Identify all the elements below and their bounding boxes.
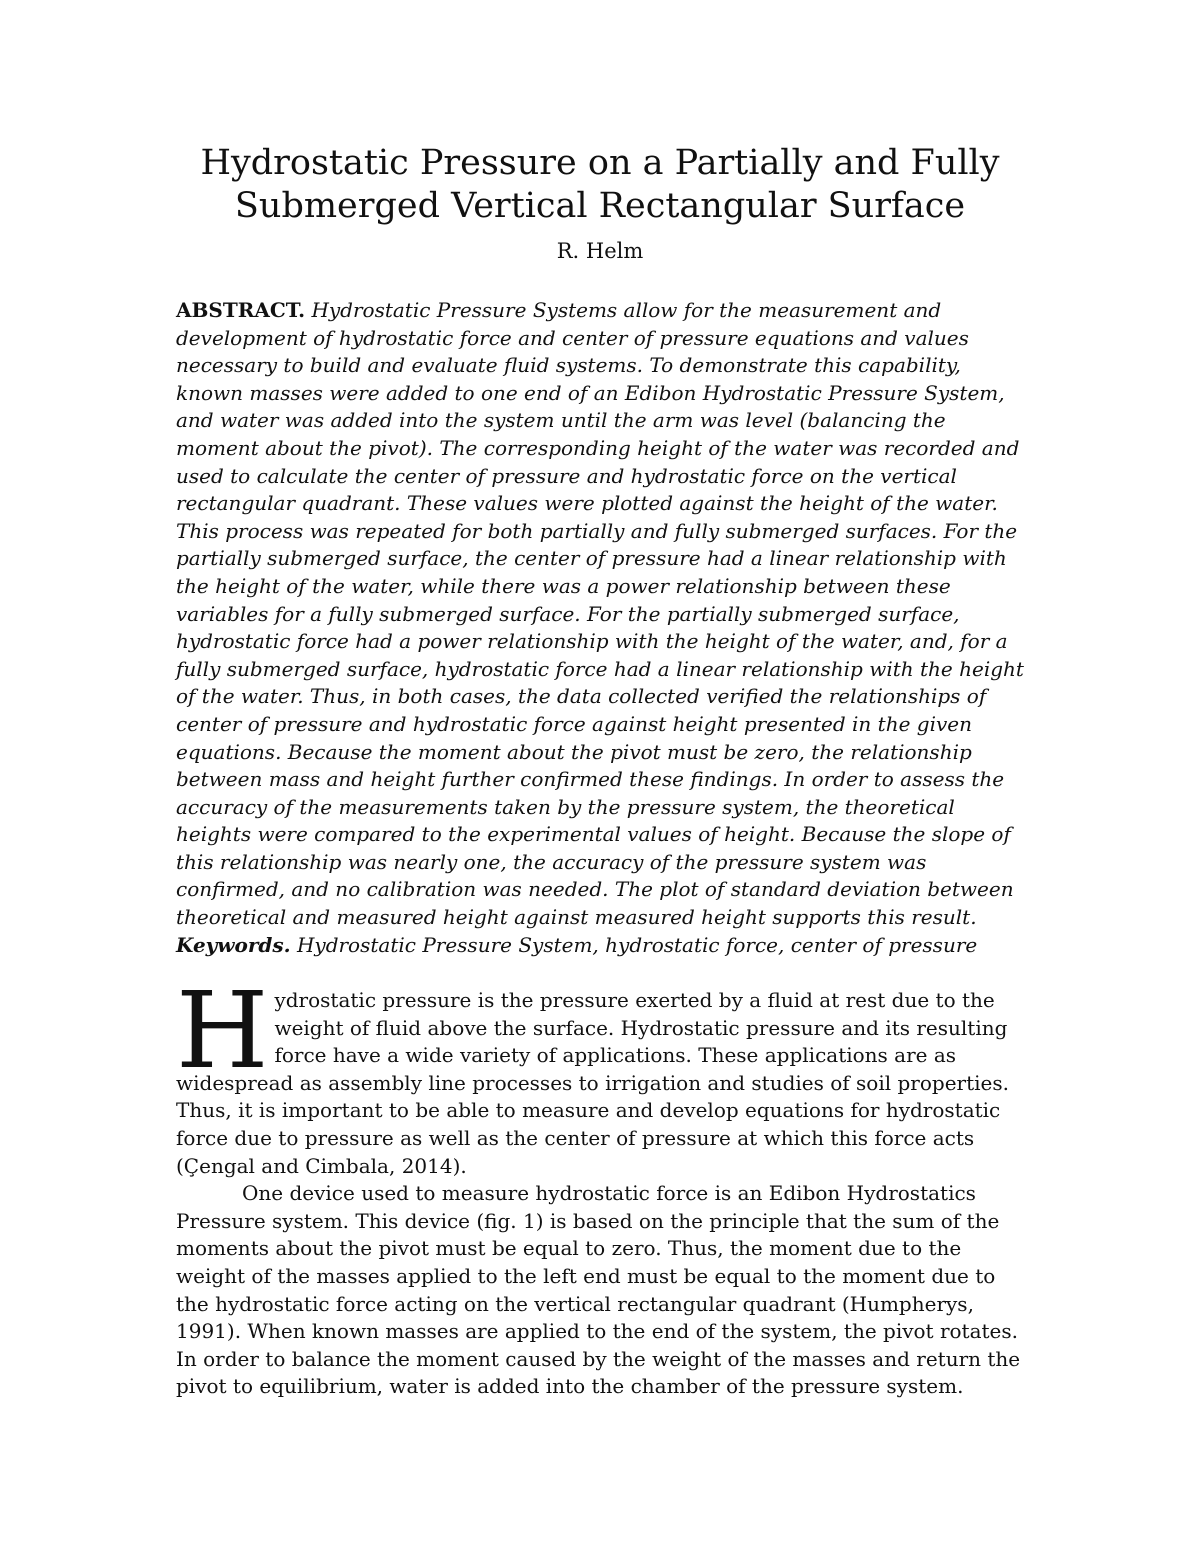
abstract-label: ABSTRACT. [176,298,306,322]
paper-title [150,142,1050,228]
title-line-2: Submerged Vertical Rectangular Surface [234,186,966,226]
drop-cap: H [176,969,269,1092]
body-text [176,969,1024,1401]
keywords-label: Keywords. [176,932,291,957]
body-paragraph-1 [176,969,1024,1180]
keywords-text: Hydrostatic Pressure System, hydrostatic force, center of pressure [296,932,978,957]
abstract-text: Hydrostatic Pressure Systems allow for the measurement and development of hydrostatic force and center of pressure equations and values necessary to build and evaluate fluid systems. To demonstrate this capability, known masses were added to one end of an Edibon Hydrostatic Pressure System, and water was added into the system until the arm was level (balancing the moment about the pivot). The corresponding height of the water was recorded and used to calculate the center of pressure and hydrostatic force on the vertical rectangular quadrant. These values were plotted against the height of the water. This process was repeated for both partially and fully submerged surfaces. For the partially submerged surface, the center of pressure had a linear relationship with the height of the water, while there was a power relationship between these variables for a fully submerged surface. For the partially submerged surface, hydrostatic force had a power relationship with the height of the water, and, for a fully submerged surface, hydrostatic force had a linear relationship with the height of the water. Thus, in both cases, the data collected verified the relationships of center of pressure and hydrostatic force against height presented in the given equations. Because the moment about the pivot must be zero, the relationship between mass and height further confirmed these findings. In order to assess the accuracy of the measurements taken by the pressure system, the theoretical heights were compared to the experimental values of height. Because the slope of this relationship was nearly one, the accuracy of the pressure system was confirmed, and no calibration was needed. The plot of standard deviation between theoretical and measured height against measured height supports this result. [176,298,1024,930]
author-name: R. Helm [556,239,644,263]
paragraph-1-text: ydrostatic pressure is the pressure exerted by a fluid at rest due to the weight of fluid above the surface. Hydrostatic pressure and its resulting force have a wide variety of applications. These applications are as widespread as assembly line processes to irrigation and studies of soil properties. Thus, it is important to be able to measure and develop equations for hydrostatic force due to pressure as well as the center of pressure at which this force acts (Çengal and Cimbala, 2014). [176,988,1009,1178]
abstract [176,297,1024,959]
title-line-1: Hydrostatic Pressure on a Partially and Fully [200,143,1000,183]
body-paragraph-2: One device used to measure hydrostatic force is an Edibon Hydrostatics Pressure system. This device (fig. 1) is based on the principle that the sum of the moments about the pivot must be equal to zero. Thus, the moment due to the weight of the masses applied to the left end must be equal to the moment due to the hydrostatic force acting on the vertical rectangular quadrant (Humpherys, 1991). When known masses are applied to the end of the system, the pivot rotates. In order to balance the moment caused by the weight of the masses and return the pivot to equilibrium, water is added into the chamber of the pressure system. [176,1181,1021,1399]
